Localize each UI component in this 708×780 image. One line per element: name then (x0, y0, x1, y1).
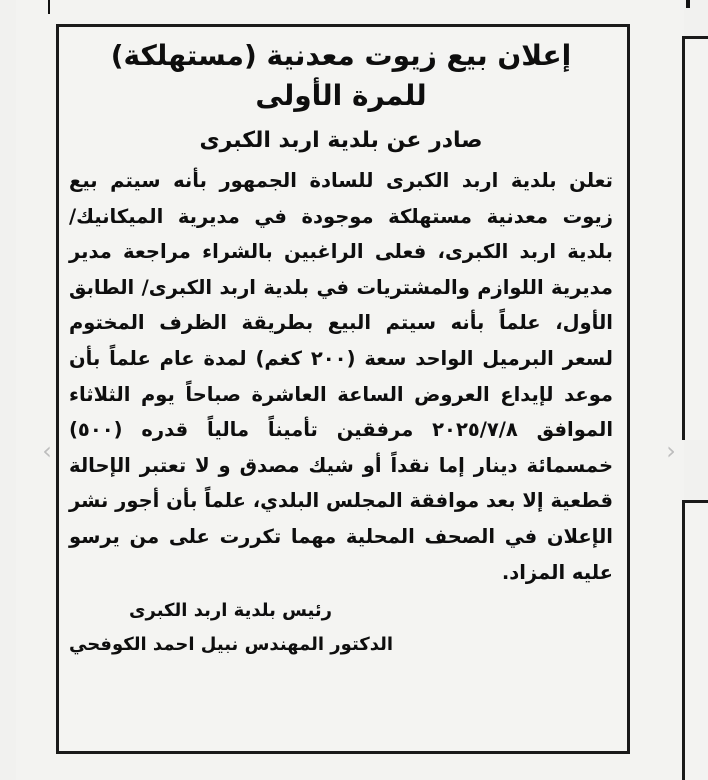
notice-content (69, 33, 613, 743)
adjacent-column-bottom (682, 500, 708, 780)
column-rule-top-left (48, 0, 50, 14)
adjacent-column-top (682, 36, 708, 440)
signature-name: الدكتور المهندس نبيل احمد الكوفحي (69, 634, 394, 656)
column-rule-top-right (686, 0, 690, 8)
notice-title-line2: للمرة الأولى (255, 79, 427, 112)
advertisement-notice-box (56, 24, 630, 754)
notice-body: تعلن بلدية اربد الكبرى للسادة الجمهور بأنه سيتم بيع زيوت معدنية مستهلكة موجودة في مديرية الميكانيك/ بلدية اربد الكبرى، فعلى الراغبين بالشراء مراجعة مدير مديرية اللوازم والمشتريات في بلدية اربد الكبرى/ الطابق الأول، علماً بأنه سيتم البيع بطريقة الظرف المختوم لسعر البرميل الواحد سعة (٢٠٠ كغم) لمدة عام علماً بأن موعد لإيداع العروض الساعة العاشرة صباحاً يوم الثلاثاء الموافق ٢٠٢٥/٧/٨ مرفقين تأميناً مالياً قدره (٥٠٠) خمسمائة دينار إما نقداً أو شيك مصدق و لا تعتبر الإحالة قطعية إلا بعد موافقة المجلس البلدي، علماً بأن أجور نشر الإعلان في الصحف المحلية مهما تكررت على من يرسو عليه المزاد. (69, 169, 613, 584)
notice-signature (69, 594, 613, 662)
signature-role: رئيس بلدية اربد الكبرى (129, 600, 333, 622)
chevron-right-icon[interactable]: › (666, 437, 676, 465)
chevron-left-icon[interactable]: ‹ (42, 437, 52, 465)
notice-issuer: صادر عن بلدية اربد الكبرى (199, 128, 483, 153)
notice-title: إعلان بيع زيوت معدنية (مستهلكة) (110, 39, 572, 72)
